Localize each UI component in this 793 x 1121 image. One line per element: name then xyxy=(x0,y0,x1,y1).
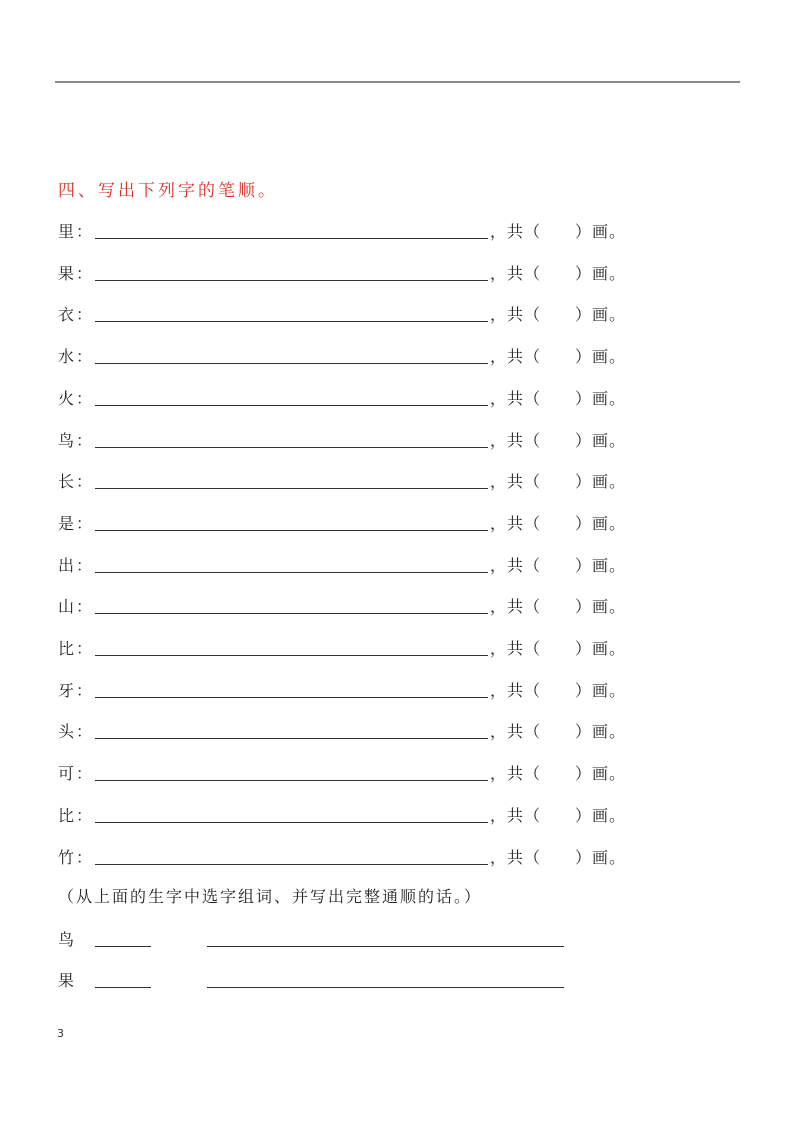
page-number: 3 xyxy=(57,1027,64,1040)
stroke-count-blank: ，共（ ）画。 xyxy=(490,555,627,575)
character-label: 水： xyxy=(58,347,95,367)
stroke-order-row xyxy=(58,469,678,493)
character-label: 牙： xyxy=(58,680,95,700)
header-rule xyxy=(55,81,740,83)
stroke-order-answer-line[interactable] xyxy=(95,613,488,614)
instruction-note: （从上面的生字中选字组词、并写出完整通顺的话。） xyxy=(58,887,483,906)
character-label: 长： xyxy=(58,472,95,492)
stroke-count-blank: ，共（ ）画。 xyxy=(490,722,627,742)
sentence-answer-line[interactable] xyxy=(207,946,564,947)
stroke-count-blank: ，共（ ）画。 xyxy=(490,305,627,325)
stroke-order-answer-line[interactable] xyxy=(95,864,488,865)
stroke-order-answer-line[interactable] xyxy=(95,488,488,489)
stroke-count-blank: ，共（ ）画。 xyxy=(490,805,627,825)
character-label: 衣： xyxy=(58,305,95,325)
stroke-order-row xyxy=(58,386,678,410)
stroke-count-blank: ，共（ ）画。 xyxy=(490,430,627,450)
character-label: 可： xyxy=(58,764,95,784)
stroke-order-answer-line[interactable] xyxy=(95,280,488,281)
stroke-order-answer-line[interactable] xyxy=(95,780,488,781)
stroke-order-row xyxy=(58,678,678,702)
stroke-count-blank: ，共（ ）画。 xyxy=(490,222,627,241)
stroke-order-answer-line[interactable] xyxy=(95,447,488,448)
stroke-order-row xyxy=(58,553,678,577)
character-label: 竹： xyxy=(58,847,95,867)
stroke-order-row xyxy=(58,511,678,535)
stroke-order-answer-line[interactable] xyxy=(95,822,488,823)
stroke-order-answer-line[interactable] xyxy=(95,321,488,322)
sentence-answer-line[interactable] xyxy=(207,987,564,988)
stroke-order-row xyxy=(58,803,678,827)
stroke-order-row xyxy=(58,219,678,243)
section-title: 四、写出下列字的笔顺。 xyxy=(58,181,278,201)
stroke-order-answer-line[interactable] xyxy=(95,655,488,656)
word-practice-row xyxy=(58,968,578,992)
character-label: 出： xyxy=(58,555,95,575)
character-label: 鸟： xyxy=(58,430,95,450)
stroke-order-answer-line[interactable] xyxy=(95,405,488,406)
stroke-order-row xyxy=(58,261,678,285)
stroke-order-row xyxy=(58,594,678,618)
character-label: 头： xyxy=(58,722,95,742)
character-label: 山： xyxy=(58,597,95,617)
character-label: 火： xyxy=(58,388,95,408)
character-label: 比： xyxy=(58,805,95,825)
stroke-order-row xyxy=(58,845,678,869)
stroke-count-blank: ，共（ ）画。 xyxy=(490,639,627,658)
character-label: 果： xyxy=(58,263,95,283)
stroke-order-answer-line[interactable] xyxy=(95,530,488,531)
stroke-count-blank: ，共（ ）画。 xyxy=(490,680,627,700)
stroke-count-blank: ，共（ ）画。 xyxy=(490,764,627,784)
stroke-count-blank: ，共（ ）画。 xyxy=(490,347,627,367)
stroke-order-row xyxy=(58,302,678,326)
stroke-count-blank: ，共（ ）画。 xyxy=(490,513,627,533)
word-answer-line[interactable] xyxy=(95,946,151,947)
word-practice-row xyxy=(58,927,578,951)
stroke-order-row xyxy=(58,428,678,452)
character-label: 果 xyxy=(58,971,75,990)
character-label: 是： xyxy=(58,513,95,533)
character-label: 鸟 xyxy=(58,930,75,949)
stroke-count-blank: ，共（ ）画。 xyxy=(490,597,627,617)
stroke-order-row xyxy=(58,719,678,743)
stroke-order-row xyxy=(58,344,678,368)
word-answer-line[interactable] xyxy=(95,987,151,988)
stroke-order-answer-line[interactable] xyxy=(95,363,488,364)
stroke-order-answer-line[interactable] xyxy=(95,738,488,739)
stroke-count-blank: ，共（ ）画。 xyxy=(490,847,627,867)
stroke-order-answer-line[interactable] xyxy=(95,572,488,573)
stroke-count-blank: ，共（ ）画。 xyxy=(490,472,627,492)
stroke-count-blank: ，共（ ）画。 xyxy=(490,388,627,408)
stroke-order-row xyxy=(58,761,678,785)
character-label: 里： xyxy=(58,222,95,241)
stroke-order-answer-line[interactable] xyxy=(95,238,488,239)
stroke-order-row xyxy=(58,636,678,660)
stroke-order-answer-line[interactable] xyxy=(95,697,488,698)
character-label: 比： xyxy=(58,639,95,658)
stroke-count-blank: ，共（ ）画。 xyxy=(490,263,627,283)
